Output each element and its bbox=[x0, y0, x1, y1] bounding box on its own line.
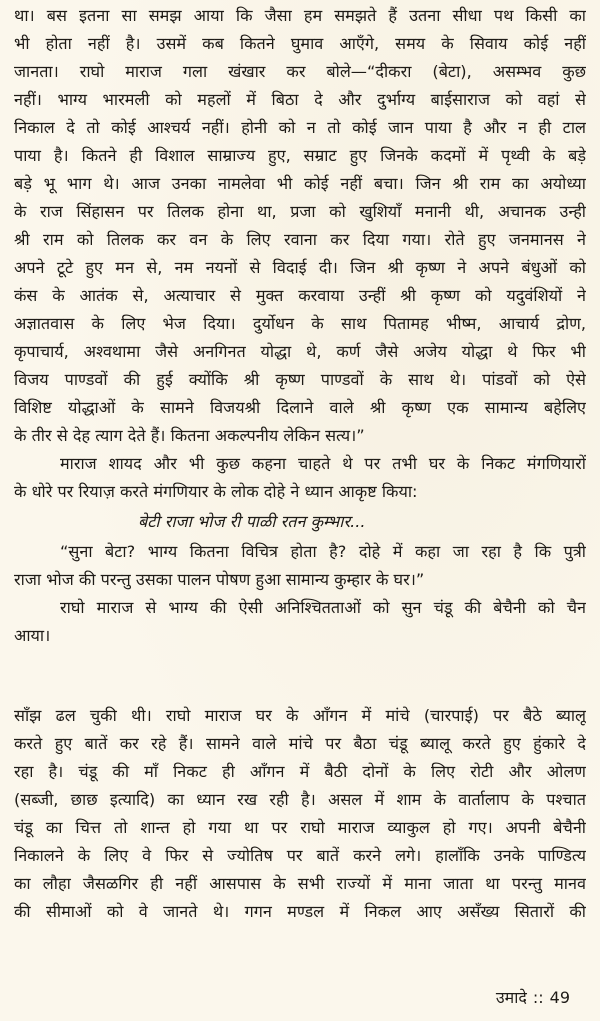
text-line: विशिष्ट योद्धाओं के सामने विजयश्री दिलाने वाले श्री कृष्ण एक सामान्य बहेलिए bbox=[14, 398, 586, 417]
text-line: कृपाचार्य, अश्वथामा जैसे अनगिनत योद्धा थे, कर्ण जैसे अजेय योद्धा थे फिर भी bbox=[14, 342, 586, 361]
text-line: निकाल दे तो कोई आश्चर्य नहीं। होनी को न तो कोई जान पाया है और न ही टाल bbox=[14, 118, 586, 137]
text-line: आया। bbox=[14, 626, 51, 645]
text-line: माराज शायद और भी कुछ कहना चाहते थे पर तभी घर के निकट मंगणियारों bbox=[60, 454, 586, 473]
text-line: अज्ञातवास के लिए भेज दिया। दुर्योधन के साथ पितामह भीष्म, आचार्य द्रोण, bbox=[14, 314, 586, 333]
page-footer bbox=[496, 986, 570, 1010]
text-line: भी होता नहीं है। उसमें कब कितने घुमाव आएँगे, समय के सिवाय कोई नहीं bbox=[14, 34, 586, 53]
text-line: के तीर से देह त्याग देते हैं। कितना अकल्पनीय लेकिन सत्य।” bbox=[14, 426, 365, 445]
text-line: साँझ ढल चुकी थी। राघो माराज घर के आँगन में मांचे (चारपाई) पर बैठे ब्यालू bbox=[14, 706, 586, 725]
footer-separator: :: bbox=[532, 988, 544, 1007]
text-line: की सीमाओं को वे जानते थे। गगन मण्डल में निकल आए असँख्य सितारों की bbox=[14, 902, 586, 921]
text-line: का लौहा जैसळगिर ही नहीं आसपास के सभी राज्यों में माना जाता था परन्तु मानव bbox=[14, 874, 586, 893]
page-number: 49 bbox=[549, 988, 570, 1007]
text-line: श्री राम को तिलक कर वन के लिए रवाना कर दिया गया। रोते हुए जनमानस ने bbox=[14, 230, 586, 249]
text-line: के राज सिंहासन पर तिलक होना था, प्रजा को खुशियाँ मनानी थी, अचानक उन्ही bbox=[14, 202, 586, 221]
text-line: था। बस इतना सा समझ आया कि जैसा हम समझते हैं उतना सीधा पथ किसी का bbox=[14, 6, 586, 25]
text-line: के धोरे पर रियाज़ करते मंगणियार के लोक दोहे ने ध्यान आकृष्ट किया: bbox=[14, 482, 418, 501]
text-line: अपने टूटे हुए मन से, नम नयनों से विदाई दी। जिन श्री कृष्ण ने अपने बंधुओं को bbox=[14, 258, 586, 277]
text-line: (सब्जी, छाछ इत्यादि) का ध्यान रख रही है। असल में शाम के वार्तालाप के पश्चात bbox=[14, 790, 586, 809]
folk-couplet: बेटी राजा भोज री पाळी रतन कुम्भार... bbox=[138, 512, 366, 531]
text-line: पाया है। कितने ही विशाल साम्राज्य हुए, सम्राट हुए जिनके कदमों में पृथ्वी के बड़े bbox=[14, 146, 586, 165]
text-line: करते हुए बातें कर रहे हैं। सामने वाले मांचे पर बैठा चंडू ब्यालू करते हुए हुंकारे दे bbox=[14, 734, 586, 753]
book-title: उमादे bbox=[495, 988, 527, 1007]
text-line: राजा भोज की परन्तु उसका पालन पोषण हुआ सामान्य कुम्हार के घर।” bbox=[14, 570, 425, 589]
text-line: बड़े भू भाग थे। आज उनका नामलेवा भी कोई नहीं बचा। जिन श्री राम का अयोध्या bbox=[14, 174, 586, 193]
text-line: जानता। राघो माराज गला खंखार कर बोले—“दीकरा (बेटा), असम्भव कुछ bbox=[14, 62, 586, 81]
text-line: राघो माराज से भाग्य की ऐसी अनिश्चितताओं को सुन चंडू की बेचैनी को चैन bbox=[60, 598, 586, 617]
text-line: निकालने के लिए वे फिर से ज्योतिष पर बातें करने लगे। हालाँकि उनके पाण्डित्य bbox=[14, 846, 586, 865]
text-line: कंस के आतंक से, अत्याचार से मुक्त करवाया उन्हीं श्री कृष्ण को यदुवंशियों ने bbox=[14, 286, 586, 305]
text-line: रहा है। चंडू की माँ निकट ही आँगन में बैठी दोनों के लिए रोटी और ओलण bbox=[14, 762, 586, 781]
text-line: विजय पाण्डवों की हुई क्योंकि श्री कृष्ण पाण्डवों के साथ थे। पांडवों को ऐसे bbox=[14, 370, 586, 389]
text-line: “सुना बेटा? भाग्य कितना विचित्र होता है? दोहे में कहा जा रहा है कि पुत्री bbox=[60, 542, 586, 561]
text-line: चंडू का चित्त तो शान्त हो गया था पर राघो माराज व्याकुल हो गए। अपनी बेचैनी bbox=[14, 818, 586, 837]
text-line: नहीं। भाग्य भारमली को महलों में बिठा दे और दुर्भाग्य बाईसाराज को वहां से bbox=[14, 90, 586, 109]
